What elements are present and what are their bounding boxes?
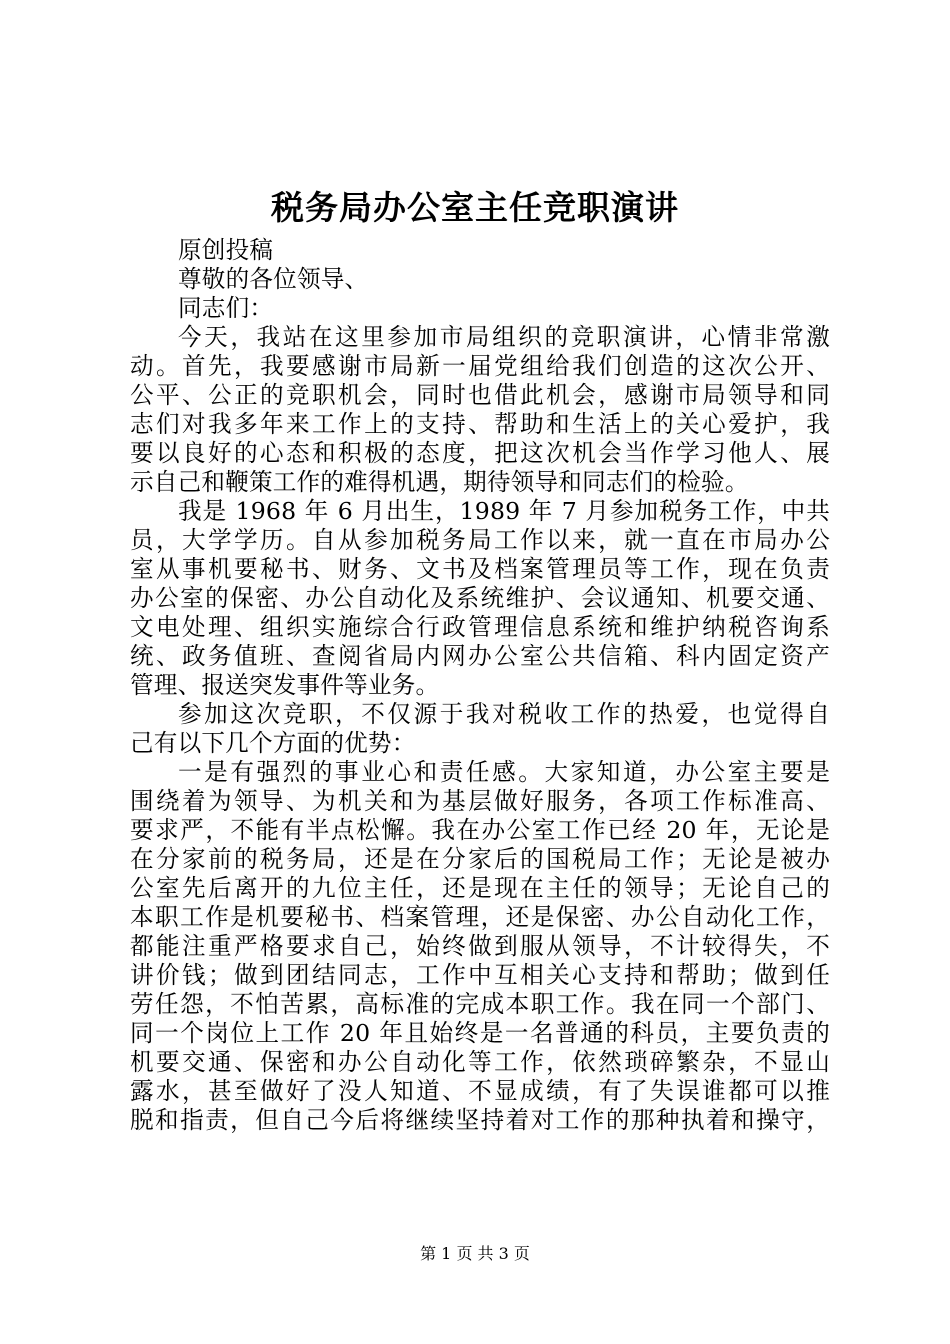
text-line: 尊敬的各位领导、 [178, 265, 369, 293]
text-line: 机要交通、保密和办公自动化等工作，依然琐碎繁杂，不显山 [130, 1048, 830, 1076]
text-line: 我是 1968 年 6 月出生，1989 年 7 月参加税务工作，中共 [178, 497, 830, 525]
document-title: 税务局办公室主任竞职演讲 [271, 188, 679, 227]
text-line: 在分家前的税务局，还是在分家后的国税局工作；无论是被办 [130, 845, 830, 873]
text-line: 室从事机要秘书、财务、文书及档案管理员等工作，现在负责 [130, 555, 830, 583]
text-line: 管理、报送突发事件等业务。 [130, 671, 440, 699]
text-line: 脱和指责，但自己今后将继续坚持着对工作的那种执着和操守， [130, 1106, 830, 1134]
text-line: 原创投稿 [178, 236, 274, 264]
text-line: 今天，我站在这里参加市局组织的竞职演讲，心情非常激 [178, 323, 830, 351]
text-line: 同一个岗位上工作 20 年且始终是一名普通的科员，主要负责的 [130, 1019, 830, 1047]
text-line: 参加这次竞职，不仅源于我对税收工作的热爱，也觉得自 [178, 700, 830, 728]
text-line: 要求严，不能有半点松懈。我在办公室工作已经 20 年，无论是 [130, 816, 830, 844]
text-line: 围绕着为领导、为机关和为基层做好服务，各项工作标准高、 [130, 787, 830, 815]
text-line: 要以良好的心态和积极的态度，把这次机会当作学习他人、展 [130, 439, 830, 467]
text-line: 本职工作是机要秘书、档案管理，还是保密、办公自动化工作， [130, 903, 830, 931]
text-line: 办公室的保密、办公自动化及系统维护、会议通知、机要交通、 [130, 584, 830, 612]
text-line: 一是有强烈的事业心和责任感。大家知道，办公室主要是 [178, 758, 830, 786]
text-line: 都能注重严格要求自己，始终做到服从领导，不计较得失，不 [130, 932, 830, 960]
text-line: 公平、公正的竞职机会，同时也借此机会，感谢市局领导和同 [130, 381, 830, 409]
text-line: 文电处理、组织实施综合行政管理信息系统和维护纳税咨询系 [130, 613, 830, 641]
text-line: 公室先后离开的九位主任，还是现在主任的领导；无论自己的 [130, 874, 830, 902]
text-line: 劳任怨，不怕苦累，高标准的完成本职工作。我在同一个部门、 [130, 990, 830, 1018]
text-line: 动。首先，我要感谢市局新一届党组给我们创造的这次公开、 [130, 352, 830, 380]
text-line: 露水，甚至做好了没人知道、不显成绩，有了失误谁都可以推 [130, 1077, 830, 1105]
text-line: 己有以下几个方面的优势： [130, 729, 416, 757]
page-footer: 第 1 页 共 3 页 [420, 1244, 530, 1263]
text-line: 员，大学学历。自从参加税务局工作以来，就一直在市局办公 [130, 526, 830, 554]
text-line: 讲价钱；做到团结同志，工作中互相关心支持和帮助；做到任 [130, 961, 830, 989]
text-line: 示自己和鞭策工作的难得机遇，期待领导和同志们的检验。 [130, 468, 749, 496]
text-line: 统、政务值班、查阅省局内网办公室公共信箱、科内固定资产 [130, 642, 830, 670]
text-line: 同志们： [178, 294, 274, 322]
document-body [130, 236, 830, 1135]
text-line: 志们对我多年来工作上的支持、帮助和生活上的关心爱护，我 [130, 410, 830, 438]
